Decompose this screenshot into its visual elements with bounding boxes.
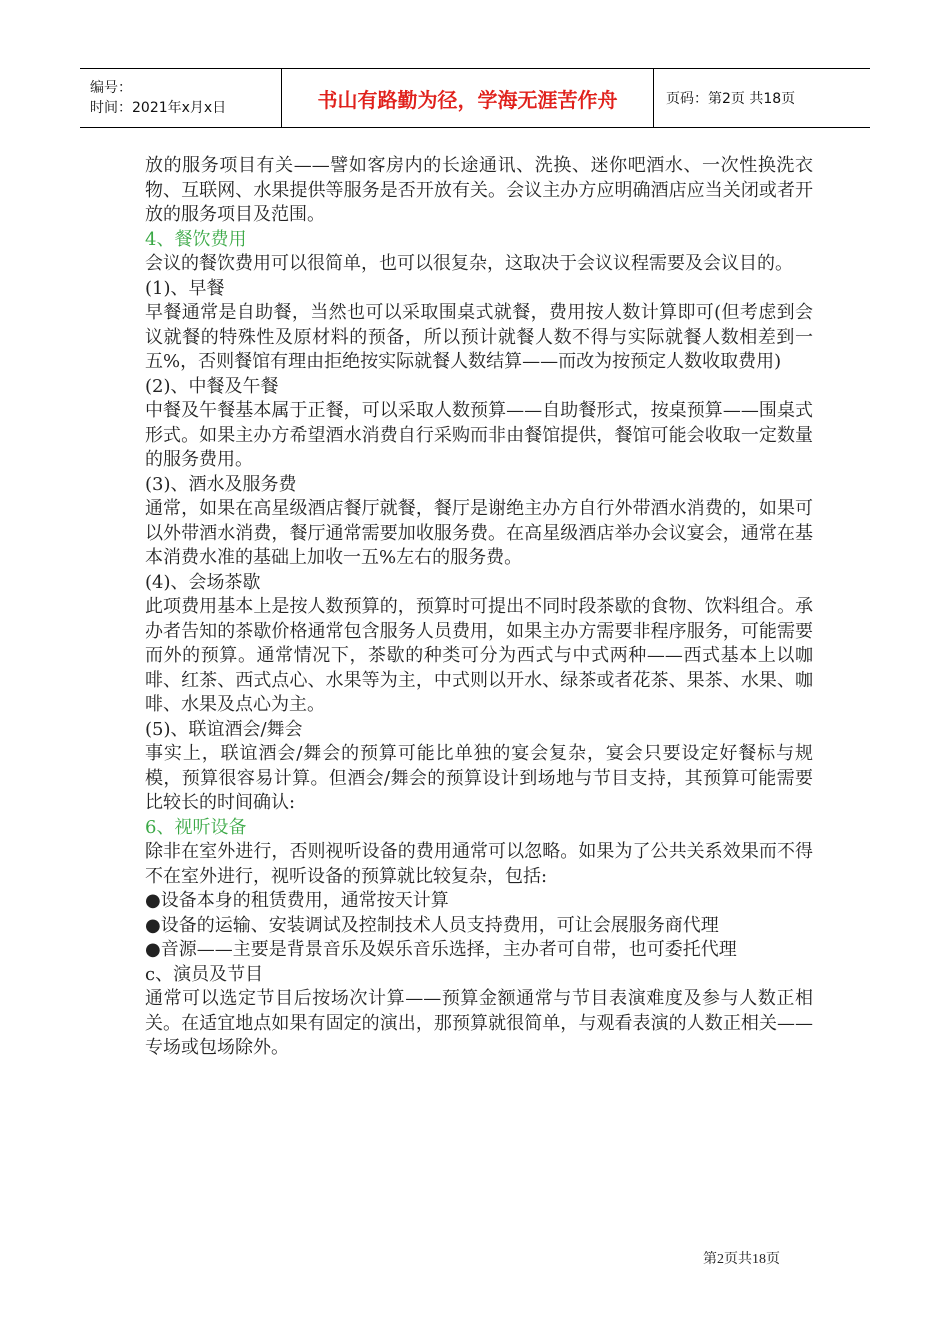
section-heading: 6、视听设备 — [145, 816, 247, 838]
subsection-heading: (5)、联谊酒会/舞会 — [145, 718, 303, 740]
paragraph: 事实上，联谊酒会/舞会的预算可能比单独的宴会复杂，宴会只要设定好餐标与规模，预算很容易计算。但酒会/舞会的预算设计到场地与节目支持，其预算可能需要比较长的时间确认: — [145, 743, 813, 813]
subsection-heading: (3)、酒水及服务费 — [145, 473, 297, 495]
bullet-item: ●设备本身的租赁费用，通常按天计算 — [145, 890, 449, 911]
header-page-info: 页码：第2页 共18页 — [666, 91, 796, 107]
subsection-heading: (2)、中餐及午餐 — [145, 375, 279, 397]
section-heading: 4、餐饮费用 — [145, 228, 247, 250]
subsection-heading: (4)、会场茶歇 — [145, 571, 261, 593]
paragraph: 会议的餐饮费用可以很简单，也可以很复杂，这取决于会议议程需要及会议目的。 — [145, 253, 793, 274]
header-meta — [80, 69, 282, 127]
paragraph: 早餐通常是自助餐，当然也可以采取围桌式就餐，费用按人数计算即可(但考虑到会议就餐的特殊性及原材料的预备，所以预计就餐人数不得与实际就餐人数相差到一五%，否则餐馆有理由拒绝按实际就餐人数结算——而改为按预定人数收取费用) — [145, 302, 813, 372]
time-label: 时间：2021年x月x日 — [90, 100, 227, 116]
paragraph: 通常可以选定节目后按场次计算——预算金额通常与节目表演难度及参与人数正相关。在适宜地点如果有固定的演出，那预算就很简单，与观看表演的人数正相关——专场或包场除外。 — [145, 988, 813, 1058]
paragraph: 除非在室外进行，否则视听设备的费用通常可以忽略。如果为了公共关系效果而不得不在室外进行，视听设备的预算就比较复杂，包括: — [145, 841, 813, 887]
number-label: 编号： — [90, 80, 132, 96]
header-motto: 书山有路勤为径，学海无涯苦作舟 — [282, 69, 654, 127]
subsection-heading: (1)、早餐 — [145, 277, 225, 299]
bullet-item: ●音源——主要是背景音乐及娱乐音乐选择，主办者可自带，也可委托代理 — [145, 939, 737, 960]
paragraph: 中餐及午餐基本属于正餐，可以采取人数预算——自助餐形式，按桌预算——围桌式形式。如果主办方希望酒水消费自行采购而非由餐馆提供，餐馆可能会收取一定数量的服务费用。 — [145, 400, 813, 470]
paragraph: 通常，如果在高星级酒店餐厅就餐，餐厅是谢绝主办方自行外带酒水消费的，如果可以外带酒水消费，餐厅通常需要加收服务费。在高星级酒店举办会议宴会，通常在基本消费水准的基础上加收一五%左右的服务费。 — [145, 498, 813, 568]
page-footer: 第2页共18页 — [703, 1252, 780, 1267]
paragraph: 放的服务项目有关——譬如客房内的长途通讯、洗换、迷你吧酒水、一次性换洗衣物、互联网、水果提供等服务是否开放有关。会议主办方应明确酒店应当关闭或者开放的服务项目及范围。 — [145, 155, 813, 225]
bullet-item: ●设备的运输、安装调试及控制技术人员支持费用，可让会展服务商代理 — [145, 914, 719, 936]
page-header — [80, 68, 870, 128]
document-body — [145, 154, 813, 1061]
subsection-heading: c、演员及节目 — [145, 963, 264, 985]
paragraph: 此项费用基本上是按人数预算的，预算时可提出不同时段茶歇的食物、饮料组合。承办者告知的茶歇价格通常包含服务人员费用，如果主办方需要非程序服务，可能需要而外的预算。通常情况下，茶歇的种类可分为西式与中式两种——西式基本上以咖啡、红茶、西式点心、水果等为主，中式则以开水、绿茶或者花茶、果茶、水果、咖啡、水果及点心为主。 — [145, 596, 813, 715]
